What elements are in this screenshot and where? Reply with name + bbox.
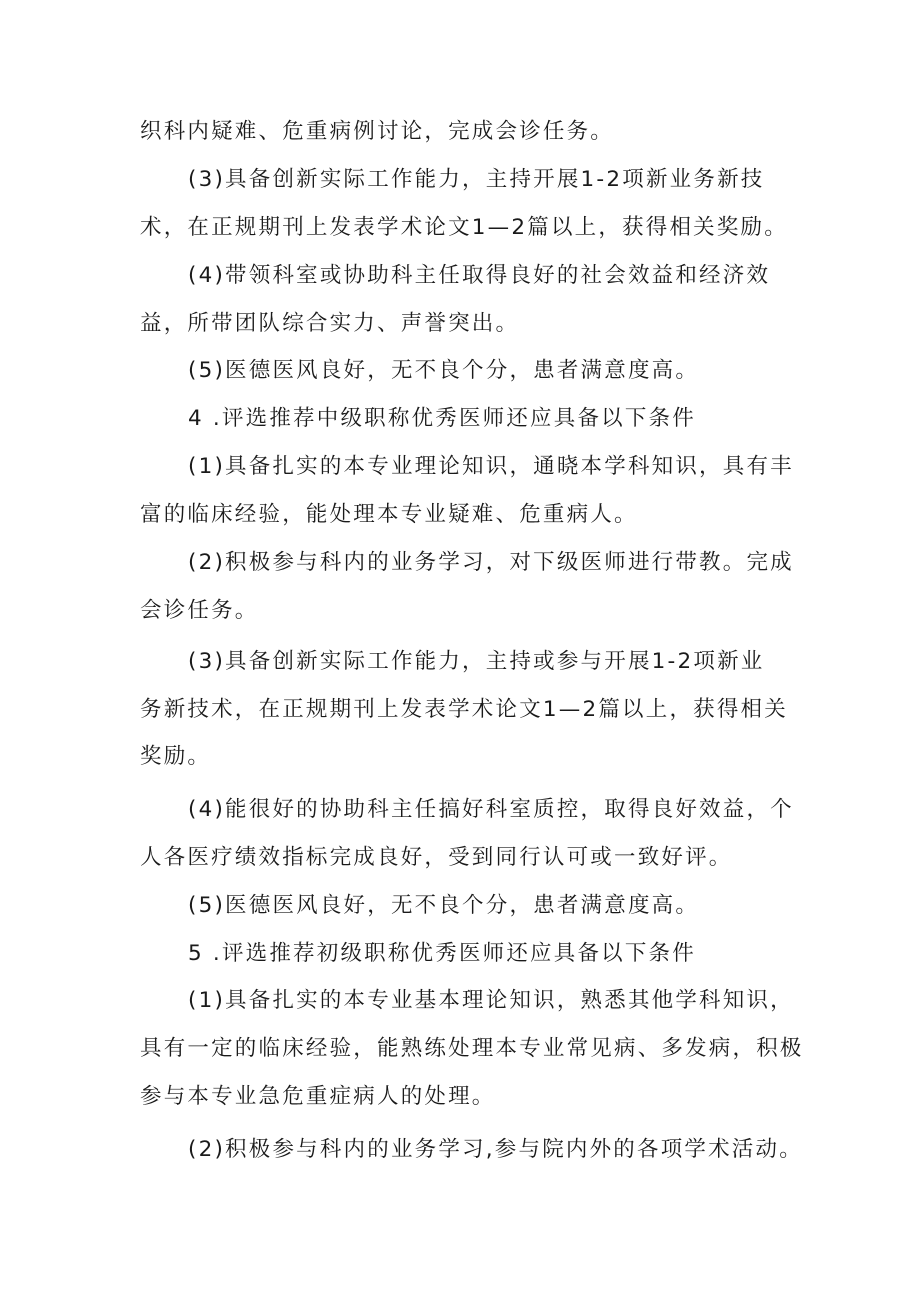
list-item-1-line-2: 具有一定的临床经验，能熟练处理本专业常见病、多发病，积极 — [140, 1036, 804, 1061]
list-item-4-line-1: (4)带领科室或协助科主任取得良好的社会效益和经济效 — [188, 263, 771, 288]
list-item-3-line-1: (3)具备创新实际工作能力，主持或参与开展1-2项新业 — [188, 649, 765, 674]
list-item-4-line-2: 人各医疗绩效指标完成良好，受到同行认可或一致好评。 — [140, 845, 733, 870]
list-item-1-line-3: 参与本专业急危重症病人的处理。 — [140, 1084, 496, 1109]
list-item-3-line-1: (3)具备创新实际工作能力，主持开展1-2项新业务新技 — [188, 167, 765, 192]
list-item-5: (5)医德医风良好，无不良个分，患者满意度高。 — [188, 358, 700, 383]
section-heading-4: 4 .评选推荐中级职称优秀医师还应具备以下条件 — [188, 406, 696, 431]
list-item-1-line-2: 富的临床经验，能处理本专业疑难、危重病人。 — [140, 502, 638, 527]
list-item-3-line-2: 务新技术，在正规期刊上发表学术论文1—2篇以上，获得相关 — [140, 697, 788, 722]
body-text-line: 织科内疑难、危重病例讨论，完成会诊任务。 — [140, 119, 615, 144]
list-item-3-line-2: 术，在正规期刊上发表学术论文1—2篇以上，获得相关奖励。 — [140, 215, 788, 240]
list-item-2: (2)积极参与科内的业务学习,参与院内外的各项学术活动。 — [188, 1137, 803, 1162]
list-item-1-line-1: (1)具备扎实的本专业基本理论知识，熟悉其他学科知识， — [188, 988, 794, 1013]
list-item-2-line-1: (2)积极参与科内的业务学习，对下级医师进行带教。完成 — [188, 550, 794, 575]
list-item-2-line-2: 会诊任务。 — [140, 598, 259, 623]
list-item-5: (5)医德医风良好，无不良个分，患者满意度高。 — [188, 893, 700, 918]
list-item-4-line-1: (4)能很好的协助科主任搞好科室质控，取得良好效益，个 — [188, 797, 794, 822]
list-item-3-line-3: 奖励。 — [140, 744, 212, 769]
section-heading-5: 5 .评选推荐初级职称优秀医师还应具备以下条件 — [188, 941, 696, 966]
list-item-4-line-2: 益，所带团队综合实力、声誉突出。 — [140, 311, 520, 336]
list-item-1-line-1: (1)具备扎实的本专业理论知识，通晓本学科知识，具有丰 — [188, 454, 794, 479]
